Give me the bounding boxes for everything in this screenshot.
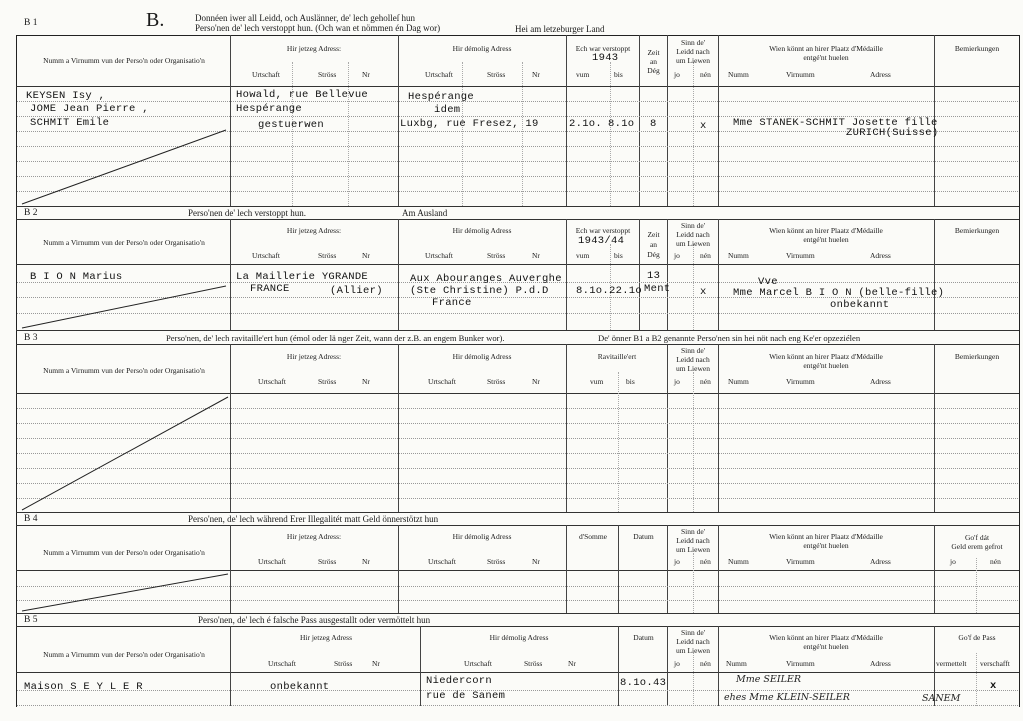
sinn-label: Sinn de'	[680, 346, 706, 355]
row-line	[17, 690, 1018, 691]
urtschaft-label: Urtschaft	[258, 557, 286, 566]
b1-year: 1943	[592, 52, 619, 64]
b2-demolig-1: Aux Abouranges Auverghe	[410, 273, 562, 285]
sinn-label: Sinn de'	[680, 38, 706, 47]
entget-header: entgé'nt huelen	[803, 541, 849, 550]
sinn-label: Sinn de'	[680, 628, 706, 637]
bemierk-header: Bemierkungen	[954, 44, 1000, 53]
col-div	[230, 35, 231, 206]
b1-demolig-3: Luxbg, rue Fresez, 19	[400, 118, 539, 130]
col-div	[618, 626, 619, 706]
b2-ausland: Am Ausland	[402, 208, 448, 218]
section-label-b5: B 5	[24, 615, 38, 625]
b2-name: B I O N Marius	[30, 271, 123, 283]
col-div-dotted	[618, 372, 619, 512]
stross-label: Ströss	[487, 377, 506, 386]
section-label-b1: B 1	[24, 18, 38, 28]
b2-jetzeg-1: La Maillerie YGRANDE	[236, 271, 369, 283]
virnumm-label: Virnumm	[786, 377, 815, 386]
bis-label: bis	[614, 251, 623, 260]
col-div	[420, 626, 421, 706]
jetzeg-header: Hir jetzeg Adress:	[286, 532, 342, 541]
b1-medaille-2: ZURICH(Suisse)	[846, 127, 939, 139]
stross-label: Ströss	[524, 659, 543, 668]
jo-label: jo	[674, 251, 680, 260]
b2-deg-2: Ment	[644, 283, 671, 295]
b1-name-3: SCHMIT Emile	[30, 117, 110, 129]
datum-header: Datum	[633, 532, 654, 541]
gof-header: Go'f dát	[964, 533, 990, 542]
zeit-label: Zeit	[647, 230, 660, 239]
b4-title: Perso'nen, de' lech während Erer Illegalitét matt Geld önnerstötzt hun	[188, 514, 439, 524]
entget-header: entgé'nt huelen	[803, 361, 849, 370]
vum-label: vum	[576, 251, 590, 260]
nen-label: nén	[990, 557, 1001, 566]
b1-deg: 8	[650, 118, 657, 130]
col-div	[718, 626, 719, 706]
name-col-header: Numm a Virnumm vun der Perso'n oder Organisatio'n	[43, 548, 205, 557]
jo-label: jo	[674, 557, 680, 566]
nen-label: nén	[700, 251, 711, 260]
b2-top	[16, 219, 1019, 220]
b3-title: Perso'nen, de' lech ravitaille'ert hun (émol oder lä nger Zeit, wann der z.B. an engem Bunker wor).	[166, 333, 505, 343]
leidd-label: Leidd nach	[676, 355, 710, 364]
col-div	[230, 344, 231, 512]
um-liewen-label: um Liewen	[676, 545, 710, 554]
datum-header: Datum	[633, 633, 654, 642]
b4-bottom	[16, 613, 1019, 614]
header-line2-right: Hei am letzeburger Land	[515, 24, 605, 34]
entget-header: entgé'nt huelen	[803, 642, 849, 651]
nen-label: nén	[700, 70, 711, 79]
demolig-header: Hir démolig Adress	[489, 633, 549, 642]
col-div	[718, 344, 719, 512]
b5-demolig-2: rue de Sanem	[426, 690, 506, 702]
geld-header: Geld erem gefrot	[951, 542, 1003, 551]
urtschaft-label: Urtschaft	[252, 70, 280, 79]
somme-header: d'Somme	[578, 532, 608, 541]
urtschaft-label: Urtschaft	[425, 251, 453, 260]
jetzeg-header: Hir jetzeg Adress:	[286, 352, 342, 361]
leidd-label: Leidd nach	[676, 230, 710, 239]
b2-medaille-0: Vve	[758, 276, 778, 288]
demolig-header: Hir démolig Adress	[452, 44, 512, 53]
section-label-b4: B 4	[24, 514, 38, 524]
jetzeg-header: Hir jetzeg Adress	[299, 633, 353, 642]
name-col-header: Numm a Virnumm vun der Perso'n oder Organisatio'n	[43, 56, 205, 65]
nr-label: Nr	[532, 377, 540, 386]
adress-label: Adress	[870, 377, 891, 386]
col-div-dotted	[976, 653, 977, 706]
urtschaft-label: Urtschaft	[252, 251, 280, 260]
col-div-dotted	[522, 62, 523, 206]
b1-jetzeg-3: gestuerwen	[258, 119, 325, 131]
big-letter: B.	[146, 9, 165, 31]
b2-jetzeg-3: (Allier)	[330, 285, 383, 297]
b2-deg-1: 13	[647, 270, 661, 282]
adress-label: Adress	[870, 70, 891, 79]
leidd-label: Leidd nach	[676, 637, 710, 646]
col-div	[230, 626, 231, 706]
jetzeg-header: Hir jetzeg Adress:	[286, 44, 342, 53]
sinn-label: Sinn de'	[680, 527, 706, 536]
urtschaft-label: Urtschaft	[268, 659, 296, 668]
b2-nen-mark: x	[700, 286, 707, 298]
col-div	[398, 35, 399, 206]
bemierk-header: Bemierkungen	[954, 352, 1000, 361]
nen-label: nén	[700, 377, 711, 386]
b2-dates: 8.1o.22.1o	[576, 285, 643, 297]
entget-header: entgé'nt huelen	[803, 53, 849, 62]
b1-header-bottom	[16, 86, 1019, 87]
b3-strike-line	[20, 395, 230, 512]
zeit-label: Zeit	[647, 48, 660, 57]
jo-label: jo	[674, 659, 680, 668]
b2-header-bottom	[16, 264, 1019, 265]
b3-header-bottom	[16, 393, 1019, 394]
deg-label: Dég	[647, 66, 660, 75]
virnumm-label: Virnumm	[786, 557, 815, 566]
vum-label: vum	[576, 70, 590, 79]
header-line1: Donnéen iwer all Leidd, och Auslänner, de' lech geholleſ hun	[195, 13, 415, 23]
adress-label: Adress	[870, 557, 891, 566]
b1-bottom	[16, 206, 1019, 207]
b3-bottom	[16, 512, 1019, 513]
b5-date: 8.1o.43	[620, 677, 667, 689]
b1-strike-line	[20, 128, 230, 206]
col-div-dotted	[348, 62, 349, 206]
virnumm-label: Virnumm	[786, 251, 815, 260]
wien-header: Wien könnt an hirer Plaatz d'Médaille	[769, 352, 883, 361]
bis-label: bis	[614, 70, 623, 79]
demolig-header: Hir démolig Adress	[452, 532, 512, 541]
stross-label: Ströss	[334, 659, 353, 668]
b5-handwritten-2: ehes Mme KLEIN-SEILER	[724, 692, 850, 703]
virnumm-label: Virnumm	[786, 70, 815, 79]
b3-top	[16, 344, 1019, 345]
b1-nen-mark: x	[700, 120, 707, 132]
an-label: an	[649, 240, 658, 249]
nr-label: Nr	[362, 70, 370, 79]
col-div	[566, 35, 567, 206]
b4-strike-line	[20, 572, 230, 613]
urtschaft-label: Urtschaft	[464, 659, 492, 668]
wien-header: Wien könnt an hirer Plaatz d'Médaille	[769, 226, 883, 235]
b2-bottom	[16, 330, 1019, 331]
an-label: an	[649, 57, 658, 66]
col-div-dotted	[693, 62, 694, 206]
nr-label: Nr	[568, 659, 576, 668]
stross-label: Ströss	[318, 251, 337, 260]
b5-jetzeg: onbekannt	[270, 681, 330, 693]
name-col-header: Numm a Virnumm vun der Perso'n oder Organisatio'n	[43, 650, 205, 659]
jo-label: jo	[674, 70, 680, 79]
b1-demolig-2: idem	[434, 104, 461, 116]
b5-verschafft-mark: x	[990, 680, 997, 692]
b1-name-2: JOME Jean Pierre ,	[30, 103, 149, 115]
nr-label: Nr	[362, 251, 370, 260]
numm-label: Numm	[728, 70, 749, 79]
stross-label: Ströss	[318, 70, 337, 79]
deg-label: Dég	[647, 250, 660, 259]
col-div-dotted	[292, 62, 293, 206]
b5-handwritten-1: Mme SEILER	[736, 674, 801, 685]
demolig-header: Hir démolig Adress	[452, 226, 512, 235]
jetzeg-header: Hir jetzeg Adress:	[286, 226, 342, 235]
b1-bis: 8.1o	[608, 118, 635, 130]
wien-header: Wien könnt an hirer Plaatz d'Médaille	[769, 633, 883, 642]
b2-strike-line	[20, 284, 230, 330]
nr-label: Nr	[362, 377, 370, 386]
jo-label: jo	[674, 377, 680, 386]
adress-label: Adress	[870, 251, 891, 260]
um-liewen-label: um Liewen	[676, 646, 710, 655]
numm-label: Numm	[728, 557, 749, 566]
bemierk-header: Bemierkungen	[954, 226, 1000, 235]
um-liewen-label: um Liewen	[676, 56, 710, 65]
numm-label: Numm	[728, 377, 749, 386]
b5-title: Perso'nen, de' lech é falsche Pass ausgestallt oder vermöttelt hun	[198, 615, 431, 625]
nr-label: Nr	[372, 659, 380, 668]
b4-top	[16, 525, 1019, 526]
col-div-dotted	[693, 244, 694, 330]
col-div	[718, 35, 719, 206]
b1-vum: 2.1o.	[569, 118, 603, 130]
b2-jetzeg-2: FRANCE	[250, 283, 290, 295]
urtschaft-label: Urtschaft	[258, 377, 286, 386]
row-line	[17, 101, 1018, 102]
section-label-b3: B 3	[24, 333, 38, 343]
stross-label: Ströss	[487, 251, 506, 260]
b2-demolig-3: France	[432, 297, 472, 309]
row-line	[17, 705, 1018, 706]
leidd-label: Leidd nach	[676, 47, 710, 56]
nr-label: Nr	[532, 251, 540, 260]
b5-name: Maison S E Y L E R	[24, 681, 143, 693]
urtschaft-label: Urtschaft	[428, 557, 456, 566]
col-div-dotted	[693, 653, 694, 706]
virnumm-label: Virnumm	[786, 659, 815, 668]
sinn-label: Sinn de'	[680, 221, 706, 230]
entget-header: entgé'nt huelen	[803, 235, 849, 244]
vum-label: vum	[590, 377, 604, 386]
stross-label: Ströss	[487, 557, 506, 566]
b2-medaille-2: onbekannt	[830, 299, 890, 311]
col-div-dotted	[610, 62, 611, 206]
header-line2: Perso'nen de' lech verstoppt hun. (Och wan et nömmen én Dag wor)	[195, 23, 441, 33]
verstoppt-header: Ech war verstoppt	[575, 44, 631, 53]
ravitailleert-header: Ravitaille'ert	[597, 352, 637, 361]
b3-title-right: De' önner B1 a B2 genannte Perso'nen sin hei nöt nach eng Ke'er opzeziélen	[598, 333, 861, 343]
urtschaft-label: Urtschaft	[425, 70, 453, 79]
nen-label: nén	[700, 659, 711, 668]
stross-label: Ströss	[487, 70, 506, 79]
b5-top	[16, 626, 1019, 627]
nr-label: Nr	[362, 557, 370, 566]
name-col-header: Numm a Virnumm vun der Perso'n oder Organisatio'n	[43, 366, 205, 375]
b4-header-bottom	[16, 570, 1019, 571]
numm-label: Numm	[726, 659, 747, 668]
b2-year: 1943/44	[578, 235, 625, 247]
adress-label: Adress	[870, 659, 891, 668]
name-col-header: Numm a Virnumm vun der Perso'n oder Organisatio'n	[43, 238, 205, 247]
numm-label: Numm	[728, 251, 749, 260]
col-div	[398, 344, 399, 512]
um-liewen-label: um Liewen	[676, 239, 710, 248]
stross-label: Ströss	[318, 557, 337, 566]
demolig-header: Hir démolig Adress	[452, 352, 512, 361]
b2-demolig-2: (Ste Christine) P.d.D	[410, 285, 549, 297]
urtschaft-label: Urtschaft	[428, 377, 456, 386]
col-div-dotted	[693, 372, 694, 512]
verstoppt-header: Ech war verstoppt	[575, 226, 631, 235]
b2-medaille-1: Mme Marcel B I O N (belle-fille)	[733, 287, 945, 299]
section-label-b2: B 2	[24, 208, 38, 218]
col-div-dotted	[693, 553, 694, 613]
b2-title: Perso'nen de' lech verstoppt hun.	[188, 208, 306, 218]
nr-label: Nr	[532, 557, 540, 566]
b1-name-1: KEYSEN Isy ,	[26, 90, 106, 102]
col-div-dotted	[462, 62, 463, 206]
b5-handwritten-3: SANEM	[922, 693, 961, 704]
col-div	[566, 344, 567, 512]
b5-header-bottom	[16, 672, 1019, 673]
leidd-label: Leidd nach	[676, 536, 710, 545]
stross-label: Ströss	[318, 377, 337, 386]
nen-label: nén	[700, 557, 711, 566]
verschafft-label: verschafft	[980, 659, 1010, 668]
gof-pass-header: Go'f de Pass	[958, 633, 996, 642]
b1-jetzeg-1: Howald, rue Bellevue	[236, 89, 369, 101]
vermettelt-label: vermettelt	[936, 659, 967, 668]
wien-header: Wien könnt an hirer Plaatz d'Médaille	[769, 532, 883, 541]
nr-label: Nr	[532, 70, 540, 79]
b1-jetzeg-2: Hespérange	[236, 103, 303, 115]
b1-demolig-1: Hespérange	[408, 91, 475, 103]
b1-medaille-1: Mme STANEK-SCHMIT Josette fille	[733, 117, 938, 129]
wien-header: Wien könnt an hirer Plaatz d'Médaille	[769, 44, 883, 53]
b5-demolig-1: Niedercorn	[426, 675, 493, 687]
col-div	[934, 344, 935, 512]
um-liewen-label: um Liewen	[676, 364, 710, 373]
jo-label: jo	[950, 557, 956, 566]
bis-label: bis	[626, 377, 635, 386]
